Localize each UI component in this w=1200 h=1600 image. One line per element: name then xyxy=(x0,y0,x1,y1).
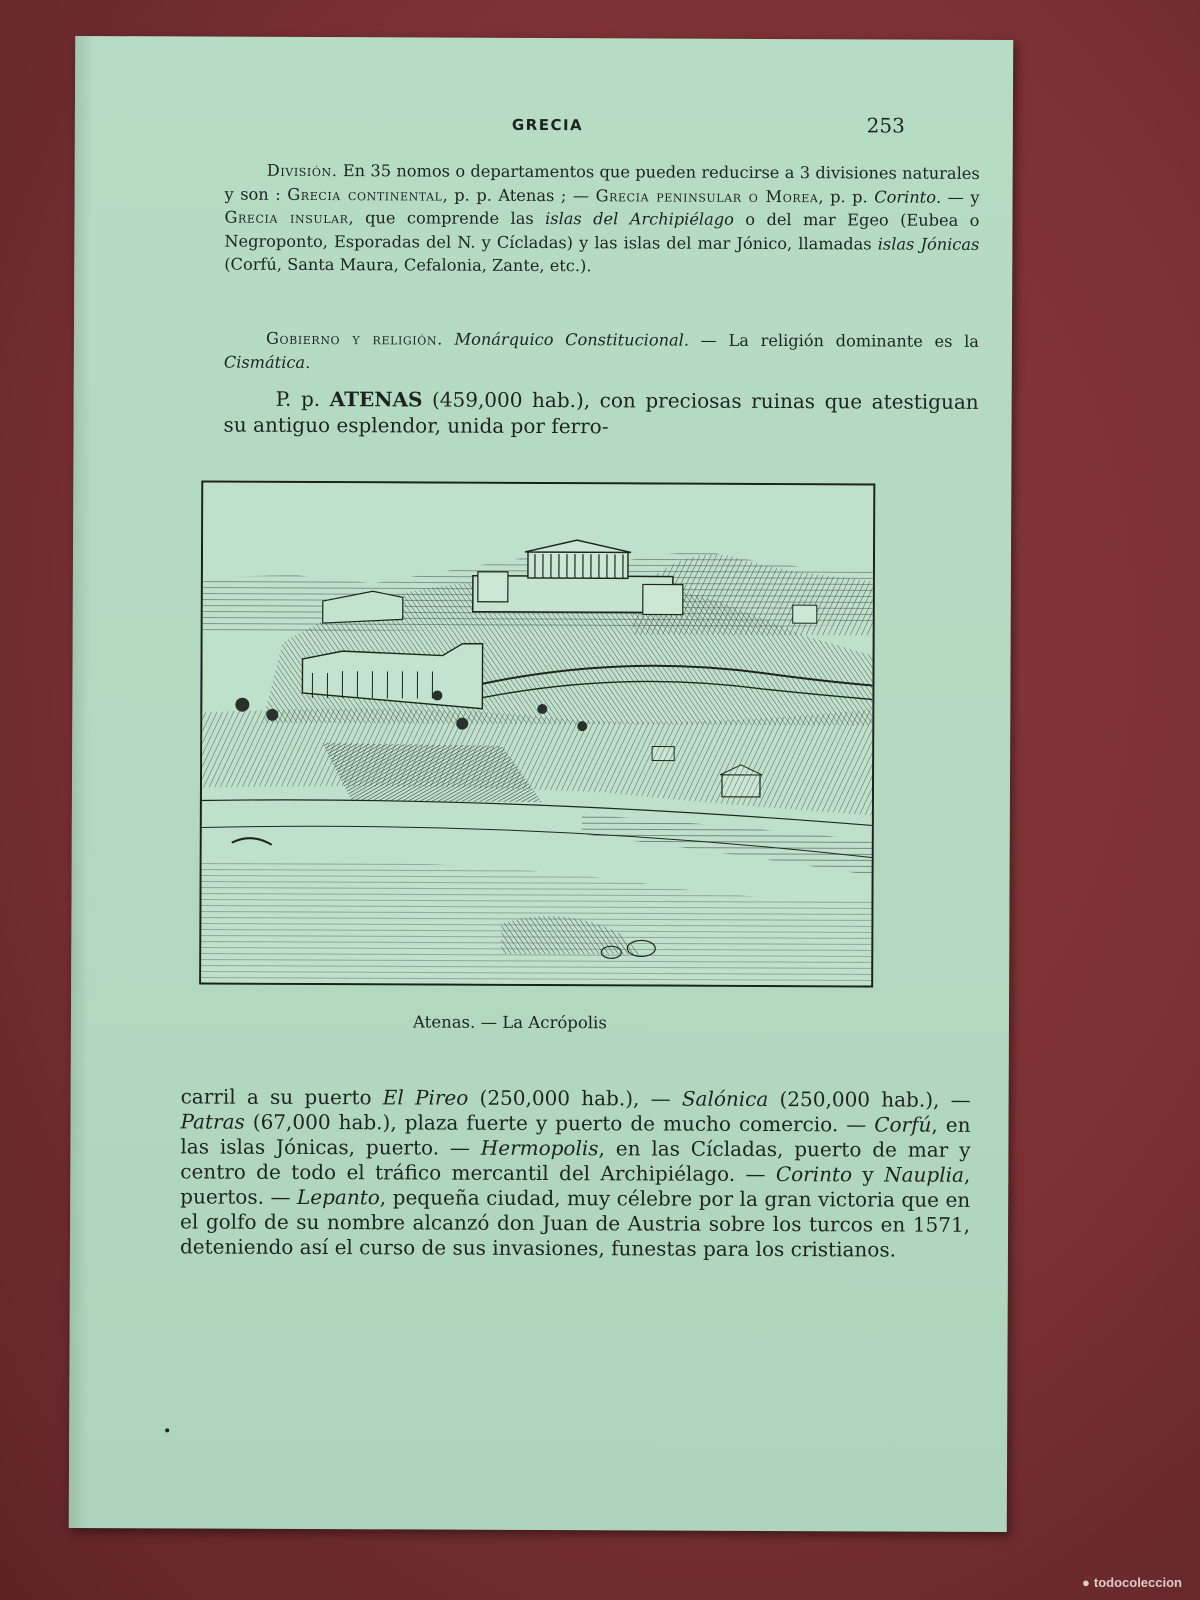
gobierno-text-2: — La religión dominante es la xyxy=(688,330,979,351)
gobierno-label: Gobierno y religión. xyxy=(266,328,443,349)
cont-text-7: y xyxy=(852,1162,885,1187)
grecia-peninsular: Grecia peninsular o Morea xyxy=(595,185,819,206)
atenas-prefix: P. p. xyxy=(275,386,330,412)
running-head xyxy=(75,114,1013,144)
hermopolis-term: Hermopolis xyxy=(480,1135,599,1161)
cont-text-3: (250,000 hab.), — xyxy=(768,1086,971,1112)
grecia-continental: Grecia continental xyxy=(287,184,443,205)
figure-caption-text: Atenas. — La Acrópolis xyxy=(413,1012,607,1033)
lepanto-term: Lepanto xyxy=(296,1184,380,1210)
division-text-1: En 35 nomos o departamentos que pueden reducirse a 3 divisiones naturales y son : xyxy=(224,161,980,204)
jonicas-term: islas Jónicas xyxy=(877,234,980,254)
watermark xyxy=(1082,1575,1182,1590)
cont-text-1: carril a su puerto xyxy=(180,1084,383,1110)
division-text-5: , que comprende las xyxy=(348,208,546,229)
acropolis-engraving xyxy=(199,481,875,988)
division-paragraph xyxy=(224,159,980,280)
division-text-2: , p. p. Atenas ; — xyxy=(442,185,596,205)
gobierno-paragraph xyxy=(224,327,979,377)
gobierno-text-1 xyxy=(443,330,455,349)
cont-text-9: , pequeña ciudad, muy célebre por la gran victoria que en el golfo de su nombre alcanzó don Juan de Austria sobre los turcos en 1571, deteniendo así el curso de sus invasiones, funestas para los cristianos. xyxy=(179,1185,971,1262)
corfu-term: Corfú xyxy=(874,1112,932,1137)
division-text-3: , p. p. xyxy=(818,186,875,207)
cont-text-4: (67,000 hab.), plaza fuerte y puerto de mucho comercio. — xyxy=(244,1109,875,1137)
corinto-term: Corinto xyxy=(874,187,937,207)
grecia-insular: Grecia insular xyxy=(224,207,349,228)
ink-speck xyxy=(165,1428,169,1432)
cont-text-5: , en las islas Jónicas, puerto. — xyxy=(180,1112,971,1160)
page-title: GRECIA xyxy=(511,115,584,135)
atenas-text: (459,000 hab.), con preciosas ruinas que atestiguan su antiguo esplendor, unida por ferro- xyxy=(223,387,979,438)
archipielago-term: islas del Archipiélago xyxy=(545,209,734,230)
division-label: División. xyxy=(266,160,338,181)
watermark-text: todocoleccion xyxy=(1093,1575,1182,1590)
continuation-paragraph xyxy=(180,1084,971,1262)
pireo-term: El Pireo xyxy=(382,1085,469,1110)
atenas-paragraph xyxy=(224,387,979,441)
globe-icon: ● xyxy=(1082,1575,1090,1590)
religion-term: Cismática xyxy=(223,352,306,372)
book-page xyxy=(69,36,1014,1532)
division-text-4: . — y xyxy=(935,187,980,207)
cont-text-2: (250,000 hab.), — xyxy=(468,1085,682,1111)
cont-text-8: , puertos. — xyxy=(180,1162,971,1209)
patras-term: Patras xyxy=(180,1109,245,1134)
cont-text-6: , en las Cícladas, puerto de mar y centro de todo el tráfico mercantil del Archipiélago. — xyxy=(180,1136,971,1187)
nauplia-term: Nauplia xyxy=(884,1162,965,1187)
salonica-term: Salónica xyxy=(681,1086,769,1111)
division-text-6: o del mar Egeo (Eubea o Negroponto, Esporadas del N. y Cícladas) y las islas del mar Jónico, llamadas xyxy=(224,210,980,254)
gobierno-text-3: . xyxy=(305,352,311,372)
atenas-city: ATENAS xyxy=(329,387,423,412)
page-number: 253 xyxy=(866,113,905,138)
corinto-term-2: Corinto xyxy=(775,1162,853,1187)
regime-term: Monárquico Constitucional. xyxy=(454,329,690,350)
division-text-7: (Corfú, Santa Maura, Cefalonia, Zante, etc.). xyxy=(224,254,592,276)
figure-caption xyxy=(71,1011,1009,1034)
